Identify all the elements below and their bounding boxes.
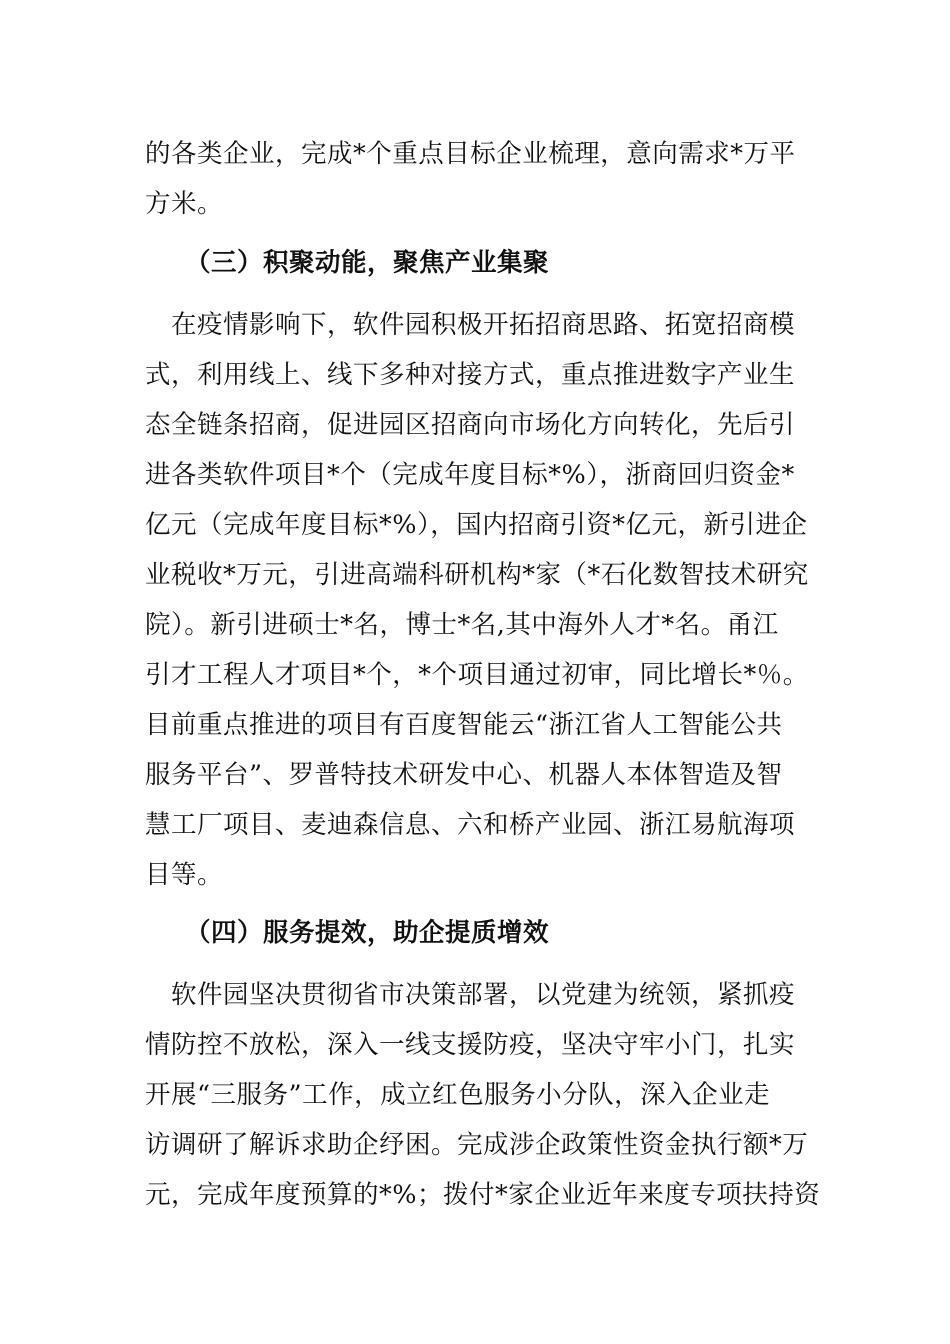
paragraph-line: 引才工程人才项目*个，*个项目通过初审，同比增长*％。	[145, 660, 809, 690]
section-heading-4: （四）服务提效，助企提质增效	[185, 918, 550, 948]
paragraph-line: 情防控不放松，深入一线支援防疫，坚决守牢小门，扎实	[145, 1030, 796, 1060]
paragraph-line: 态全链条招商，促进园区招商向市场化方向转化，先后引	[145, 410, 796, 440]
paragraph-line: 方米。	[145, 189, 224, 219]
paragraph-line: 元，完成年度预算的*%；拨付*家企业近年来度专项扶持资	[145, 1180, 821, 1210]
paragraph-line: 服务平台”、罗普特技术研发中心、机器人本体智造及智	[145, 760, 783, 790]
paragraph-line: 亿元（完成年度目标*%），国内招商引资*亿元，新引进企	[145, 510, 808, 540]
paragraph-line: 的各类企业，完成*个重点目标企业梳理，意向需求*万平	[145, 139, 796, 169]
paragraph-line: 开展“三服务”工作，成立红色服务小分队，深入企业走	[145, 1080, 771, 1110]
paragraph-line: 在疫情影响下，软件园积极开拓招商思路、拓宽招商模	[145, 310, 796, 340]
paragraph-line: 软件园坚决贯彻省市决策部署，以党建为统领，紧抓疫	[145, 980, 796, 1010]
paragraph-line: 进各类软件项目*个（完成年度目标*%），浙商回归资金*	[145, 460, 795, 490]
section-heading-3: （三）积聚动能，聚焦产业集聚	[185, 248, 550, 278]
paragraph-line: 目前重点推进的项目有百度智能云“浙江省人工智能公共	[145, 710, 783, 740]
paragraph-line: 式，利用线上、线下多种对接方式，重点推进数字产业生	[145, 360, 796, 390]
paragraph-line: 院）。新引进硕士*名，博士*名,其中海外人才*名。甬江	[145, 610, 779, 640]
paragraph-line: 业税收*万元，引进高端科研机构*家（*石化数智技术研究	[145, 560, 809, 590]
paragraph-line: 访调研了解诉求助企纾困。完成涉企政策性资金执行额*万	[145, 1130, 809, 1160]
paragraph-line: 目等。	[145, 860, 224, 890]
paragraph-line: 慧工厂项目、麦迪森信息、六和桥产业园、浙江易航海项	[145, 810, 796, 840]
